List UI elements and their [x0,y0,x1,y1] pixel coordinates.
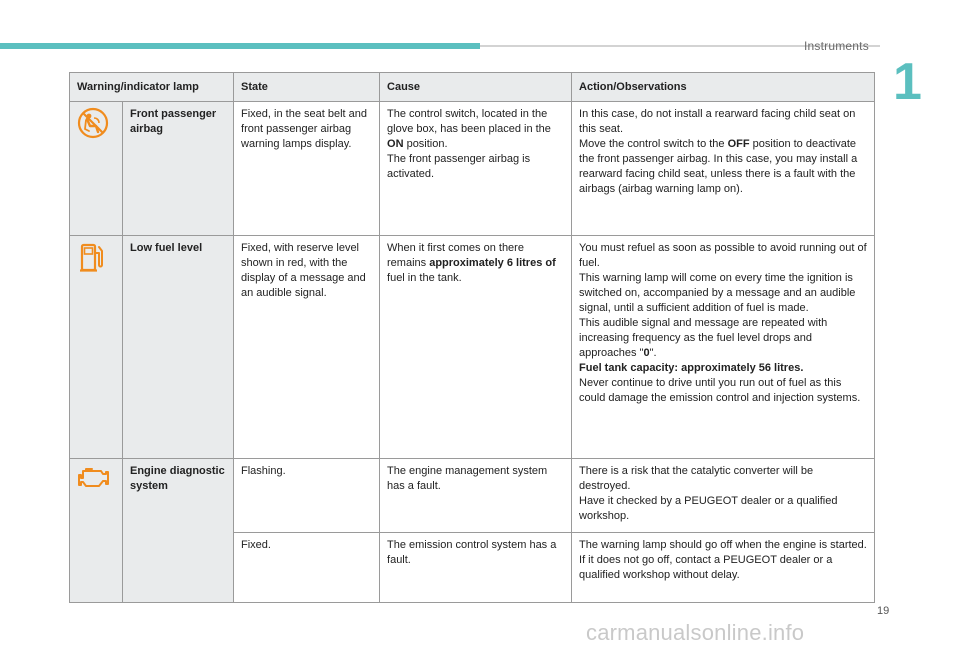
action-text [572,459,875,533]
bold-term: 0 [643,347,650,359]
column-header-state: State [234,73,380,102]
fuel-capacity-note: Fuel tank capacity: approximately 56 litres. [579,362,804,374]
cause-text: The engine management system has a fault. [380,459,572,533]
chapter-number: 1 [893,53,922,111]
lamp-name: Low fuel level [123,236,234,459]
table-row [70,459,875,533]
lamp-name: Front passenger airbag [123,102,234,236]
engine-diagnostic-icon [77,481,111,493]
lamp-icon-cell [70,102,123,236]
column-header-action: Action/Observations [572,73,875,102]
action-text-fragment: Move the control switch to the [579,138,728,150]
section-title: Instruments [804,39,869,53]
cause-line: The front passenger airbag is activated. [387,153,531,180]
action-line: Never continue to drive until you run out of fuel as this could damage the emission control and injection systems. [579,377,861,404]
state-text: Fixed, with reserve level shown in red, with the display of a message and an audible signal. [234,236,380,459]
cause-text: The emission control system has a fault. [380,533,572,603]
action-line [579,361,867,376]
bold-term: ON [387,138,404,150]
cause-text-fragment: When it first comes on there remains [387,242,524,269]
action-line [579,316,867,361]
action-text [572,236,875,459]
cause-text-fragment: position. [403,138,448,150]
cause-text [380,102,572,236]
column-header-lamp: Warning/indicator lamp [70,73,234,102]
low-fuel-icon [77,266,107,278]
action-line: Have it checked by a PEUGEOT dealer or a qualified workshop. [579,495,838,522]
state-text: Fixed, in the seat belt and front passenger airbag warning lamps display. [234,102,380,236]
action-line: This warning lamp will come on every time the ignition is switched on, accompanied by a message and an audible signal, until a sufficient addition of fuel is made. [579,272,856,314]
header-accent-bar [0,43,480,49]
watermark: carmanualsonline.info [586,620,805,645]
action-line: There is a risk that the catalytic converter will be destroyed. [579,465,814,492]
table-header-row [70,73,875,102]
bold-term: approximately 6 litres of [429,257,556,269]
cause-line: The control switch, located in the glove box, has been placed in the [387,108,551,135]
action-line [579,137,867,197]
passenger-airbag-off-icon [77,130,109,142]
lamp-name: Engine diagnostic system [123,459,234,603]
action-line: You must refuel as soon as possible to avoid running out of fuel. [579,242,867,269]
action-text [572,533,875,603]
action-line: The warning lamp should go off when the engine is started. [579,539,867,551]
cause-text [380,236,572,459]
warning-lamps-table [69,72,875,603]
column-header-cause: Cause [380,73,572,102]
bold-term: OFF [727,138,750,150]
page-number: 19 [877,605,890,617]
action-text-fragment: ". [649,347,657,359]
table-row [70,236,875,459]
cause-text-fragment: fuel in the tank. [387,272,462,284]
table-row [70,102,875,236]
action-line: If it does not go off, contact a PEUGEOT dealer or a qualified workshop without delay. [579,554,833,581]
action-text-fragment: position to deactivate the front passenger airbag. In this case, you may install a rearward facing child seat, unless there is a fault with the airbags (airbag warning lamp on). [579,138,858,195]
lamp-icon-cell [70,236,123,459]
cause-line [387,137,564,152]
action-line: In this case, do not install a rearward facing child seat on this seat. [579,108,856,135]
action-text-fragment: This audible signal and message are repeated with increasing frequency as the fuel level drops and approaches " [579,317,828,359]
state-text: Flashing. [234,459,380,533]
action-text [572,102,875,236]
lamp-icon-cell [70,459,123,603]
state-text: Fixed. [234,533,380,603]
